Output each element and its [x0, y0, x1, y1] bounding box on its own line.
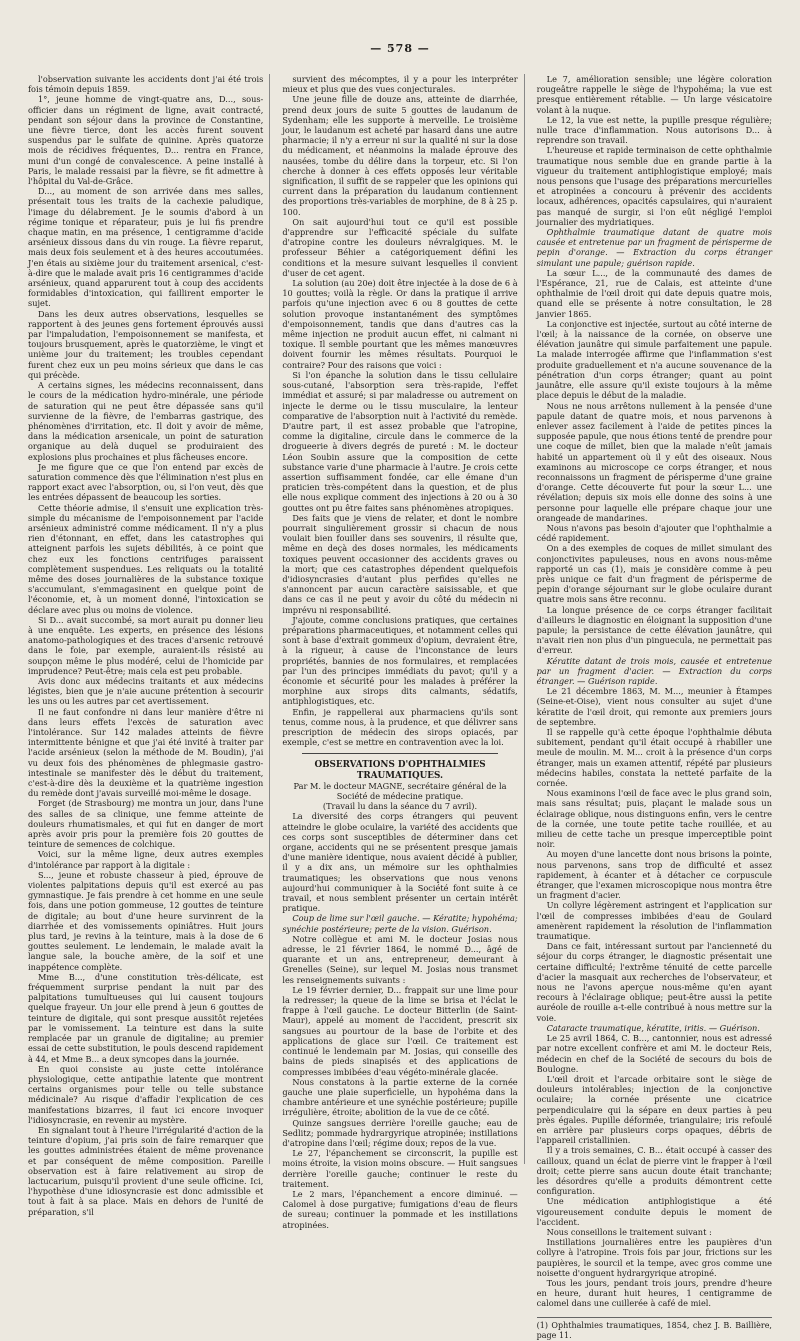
paragraph: En quoi consiste au juste cette intolérance physiologique, cette antipathie latente que montrent certains organismes pour telle ou telle substance médicinale? Au risque d'affadir l'explication de ces manifestations bizarres, il faut ici encore invoquer l'idiosyncrasie, en revenir au mystère.: [28, 1063, 264, 1125]
paragraph: Nous n'avons pas besoin d'ajouter que l'ophthalmie a cédé rapidement.: [536, 522, 772, 544]
paragraph: S..., jeune et robuste chasseur à pied, éprouve de violentes palpitations depuis qu'il est exercé au pas gymnastique. Je fais prendre à cet homme en une seule fois, dans une potion gommeuse, 12 gouttes de teinture de digitale; au bout d'une heure survinrent de la diarrhée et des vomissements opiniâtres. Huit jours plus tard, je revins à la teinture, mais à la dose de 6 gouttes seulement. Le lendemain, le malade avait la langue sale, la bouche amère, de la soif et une inappétence complète.: [28, 869, 264, 972]
paragraph: Instillations journalières entre les paupières d'un collyre à l'atropine. Trois fois par jour, frictions sur les paupières, le sourcil et la tempe, avec gros comme une noisette d'onguent hydrargyrique atropiné.: [536, 1237, 772, 1278]
paragraph: La conjonctive est injectée, surtout au côté interne de l'œil; à la naissance de la cornée, on observe une élévation jaunâtre qui simule parfaitement une papule. La malade interrogée affirme que l'inflammation s'est produite graduellement et n'a aucune souvenance de la pénétration d'un corps étranger; quant au point jaunâtre, elle assure qu'il existe toujours à la même place depuis le début de la maladie.: [536, 318, 772, 401]
article-note: (Travail lu dans la séance du 7 avril).: [322, 801, 478, 812]
paragraph: Mme B..., d'une constitution très-délicate, est fréquemment surprise pendant la nuit par des palpitations tumultueuses qui lui causent toujours quelque frayeur. Un jour elle prend à jeun 6 gouttes de teinture de digitale, qui sont presque aussitôt rejetées par le vomissement. La teinture est dans la suite remplacée par un granule de digitaline; au premier essai de cette substitution, le pouls descend rapidement à 44, et Mme B... a deux syncopes dans la journée.: [28, 971, 264, 1064]
paragraph: Des faits que je viens de relater, et dont le nombre pourrait singulièrement grossir si chacun de nous voulait bien fouiller dans ses souvenirs, il résulte que, même en deçà des doses normales, les médicaments toxiques peuvent occasionner des accidents graves ou la mort; que ces catastrophes dépendent quelquefois d'idiosyncrasies d'autant plus perfides qu'elles ne s'annoncent par aucun caractère saisissable, et que dans ce cas il ne peut y avoir du côté du médecin ni imprévu ni responsabilité.: [282, 512, 518, 615]
paragraph: Le 7, amélioration sensible; une légère coloration rougeâtre rappelle le siège de l'hypohéma; la vue est presque entièrement rétablie. — Un large vésicatoire volant à la nuque.: [536, 74, 772, 115]
paragraph: Avis donc aux médecins traitants et aux médecins légistes, bien que je n'aie aucune prétention à secourir les uns ou les autres par cet avertissement.: [28, 675, 264, 707]
paragraph: D..., au moment de son arrivée dans mes salles, présentait tous les traits de la cachexie paludique, l'image du délabrement. Je le soumis d'abord à un régime tonique et réparateur, puis je lui fis prendre chaque matin, en ma présence, 1 centigramme d'acide arsénieux dissous dans du vin rouge. La fièvre reparut, mais deux fois seulement et à des heures accoutumées. J'en étais au sixième jour du traitement arsenical, c'est-à-dire que le malade avait pris 16 centigrammes d'acide arsénieux, quand apparurent tout à coup des accidents formidables d'intoxication, qui faillirent emporter le sujet.: [28, 186, 264, 309]
paragraph: A certains signes, les médecins reconnaissent, dans le cours de la médication hydro-minérale, une période de saturation qui ne peut être dépassée sans qu'il survienne de la fièvre, de l'embarras gastrique, des phénomènes d'irritation, etc. Il doit y avoir de même, dans la médication arsenicale, un point de saturation organique au delà duquel se produiraient des explosions plus prochaines et plus fâcheuses encore.: [28, 380, 264, 462]
paragraph: 1°, jeune homme de vingt-quatre ans, D..., sous-officier dans un régiment de ligne, avait contracté, pendant son séjour dans la province de Constantine, une fièvre tierce, dont les accès furent souvent suspendus par le sulfate de quinine. Après quatorze mois de récidives fréquentes, D... rentra en France, muni d'un congé de convalescence. A peine installé à Paris, le malade ressaisi par la fièvre, se fit admettre à l'hôpital du Val-de-Grâce.: [28, 94, 264, 187]
column-middle: [276, 74, 524, 1230]
paragraph: Nous ne nous arrêtons nullement à la pensée d'une papule datant de quatre mois, et nous parvenons à enlever assez facilement à l'aide de petites pinces la supposée papule, que nous étions tenté de prendre pour une coque de millet, bien que la malade n'eût jamais habité un appartement où il y eût des oiseaux. Nous examinons au microscope ce corps étranger, et nous reconnaissons un fragment de périsperme d'une graine d'orange. Cette découverte fut pour la sœur L... une révélation; depuis six mois elle donne des soins à une personne pour laquelle elle prépare chaque jour une orangeade de mandarines.: [536, 400, 772, 523]
paragraph: La solution (au 20e) doit être injectée à la dose de 6 à 10 gouttes; voilà la règle. Or dans la pratique il arrive parfois qu'une injection avec 6 ou 8 gouttes de cette solution provoque instantanément des symptômes d'empoisonnement, tandis que dans d'autres cas la même injection ne produit aucun effet, ni calmant ni toxique. Il semble pourtant que les mêmes manœuvres doivent fournir les mêmes résultats. Pourquoi le contraire? Pour des raisons que voici :: [282, 278, 518, 370]
paragraph: La longue présence de ce corps étranger facilitait d'ailleurs le diagnostic en éloignant la supposition d'une papule; la persistance de cette élévation jaunâtre, qui n'avait rien non plus d'un pinguecula, ne permettait pas d'erreur.: [536, 604, 772, 656]
paragraph: l'observation suivante les accidents dont j'ai été trois fois témoin depuis 1859.: [28, 74, 264, 95]
section-divider: [302, 753, 497, 754]
paragraph: Le 21 décembre 1863, M. M..., meunier à Étampes (Seine-et-Oise), vient nous consulter au sujet d'une kératite de l'œil droit, qui remonte aux premiers jours de septembre.: [536, 686, 772, 727]
paragraph: Un collyre légèrement astringent et l'application sur l'œil de compresses imbibées d'eau de Goulard amenèrent rapidement la résolution de l'inflammation traumatique.: [536, 900, 772, 942]
paragraph: Nous constatons à la partie externe de la cornée gauche une plaie superficielle, un hypohéma dans la chambre antérieure et une synéchie postérieure; pupille irrégulière, étroite; abolition de la vue de ce côté.: [282, 1076, 518, 1118]
paragraph: Une médication antiphlogistique a été vigoureusement conduite depuis le moment de l'accident.: [536, 1196, 772, 1227]
paragraph: La sœur L..., de la communauté des dames de l'Espérance, 21, rue de Calais, est atteinte d'une ophthalmie de l'œil droit qui date depuis quatre mois, quand elle se présente à notre consultation, le 28 janvier 1865.: [536, 267, 772, 319]
paragraph: Je me figure que ce que l'on entend par excès de saturation commence dès que l'élimination n'est plus en rapport exact avec l'absorption, ou, si l'on veut, dès que les entrées dépassent de beaucoup les sorties.: [28, 461, 264, 503]
paragraph: Dans les deux autres observations, lesquelles se rapportent à des jeunes gens fortement éprouvés aussi par l'impaludation, l'empoisonnement se manifesta, et toujours brusquement, après le quatorzième, le vingt et unième jour du traitement; les troubles cependant furent chez eux un peu moins sérieux que dans le cas qui précède.: [28, 308, 264, 380]
paragraph: Il se rappelle qu'à cette époque l'ophthalmie débuta subitement, pendant qu'il était occupé à rhabiller une meule de moulin. M. M... croit à la présence d'un corps étranger, mais un examen attentif, répété par plusieurs médecins habiles, constata la netteté parfaite de la cornée.: [536, 727, 772, 789]
paragraph: En signalant tout à l'heure l'irrégularité d'action de la teinture d'opium, j'ai pris soin de faire remarquer que les gouttes administrées étaient de même provenance et par conséquent de même composition. Pareille observation est à faire relativement au sirop de lactucarium, puisqu'il provient d'une seule officine. Ici, l'hypothèse d'une idiosyncrasie est donc admissible et tout à fait à sa place. Mais en dehors de l'unité de préparation, s'il: [28, 1124, 264, 1217]
paragraph: L'œil droit et l'arcade orbitaire sont le siège de douleurs intolérables; injection de la conjonctive oculaire; la cornée présente une cicatrice perpendiculaire qui la sépare en deux parties à peu près égales. Pupille déformée, triangulaire; iris refoulé en arrière par plusieurs corps opaques, débris de l'appareil cristallinien.: [536, 1073, 772, 1146]
paragraph: survient des mécomptes, il y a pour les interpréter mieux et plus que des vues conjecturales.: [282, 74, 518, 95]
paragraph: Au moyen d'une lancette dont nous brisons la pointe, nous parvenons, sans trop de difficulté et assez rapidement, à écanter et à détacher ce corpuscule étranger, que l'examen microscopique nous montra être un fragment d'acier.: [536, 849, 772, 901]
paragraph: Nous conseillons le traitement suivant :: [546, 1226, 712, 1237]
paragraph: Enfin, je rappellerai aux pharmaciens qu'ils sont tenus, comme nous, à la prudence, et que délivrer sans prescription de médecin des sirops opiacés, par exemple, c'est se mettre en contravention avec la loi.: [282, 706, 518, 748]
case-heading: Coup de lime sur l'œil gauche. — Kératite; hypohéma; synéchie postérieure; perte de la vision. Guérison.: [282, 913, 518, 934]
paragraph: Tous les jours, pendant trois jours, prendre d'heure en heure, durant huit heures, 1 centigramme de calomel dans une cuillerée à café de miel.: [536, 1277, 772, 1309]
paragraph: Notre collègue et ami M. le docteur Josias nous adresse, le 21 février 1864, le nommé D..., âgé de quarante et un ans, entrepreneur, demeurant à Grenelles (Seine), sur lequel M. Josias nous transmet les renseignements suivants :: [282, 933, 518, 985]
article-title: OBSERVATIONS D'OPHTHALMIES TRAUMATIQUES.: [314, 760, 486, 781]
paragraph: Cette théorie admise, il s'ensuit une explication très-simple du mécanisme de l'empoisonnement par l'acide arsénieux administré comme médicament. Il n'y a plus rien d'étonnant, en effet, dans les catastrophes qui atteignent parfois les sujets débilités, à ce point que chez eux les fonctions centrifuges paraissent complètement suspendues. Les reliquats ou la totalité même des doses journalières de la substance toxique s'accumulant, s'emmagasinent en quelque point de l'économie, et, à un moment donné, l'intoxication se déclare avec plus ou moins de violence.: [28, 502, 264, 615]
paragraph: J'ajoute, comme conclusions pratiques, que certaines préparations pharmaceutiques, et notamment celles qui sont à base d'extrait gommeux d'opium, devraient être, à la rigueur, à cause de l'inconstance de leurs propriétés, bannies de nos formulaires, et remplacées par l'un des principes immédiats du pavot; qu'il y a économie et sécurité pour les malades à préférer la morphine aux sirops dits calmants, sédatifs, antiphlogistiques, etc.: [282, 614, 518, 707]
column-left: [22, 74, 270, 1217]
paragraph: Le 25 avril 1864, C. B..., cantonnier, nous est adressé par notre excellent confrère et ami M. le docteur Reis, médecin en chef de la Société de secours du bois de Boulogne.: [536, 1033, 772, 1074]
paragraph: Si D... avait succombé, sa mort aurait pu donner lieu à une enquête. Les experts, en présence des lésions anatomo-pathologiques et des traces d'arsenic retrouvé dans le foie, par exemple, auraient-ils résisté au soupçon même le plus modéré, celui de l'homicide par imprudence? Peut-être; mais cela est peu probable.: [28, 614, 264, 676]
paragraph: Le 19 février dernier, D... frappait sur une lime pour la redresser; la queue de la lime se brisa et l'éclat le frappe à l'œil gauche. Le docteur Bitterlin (de Saint-Maur), appelé au moment de l'accident, prescrit six sangsues au pourtour de la base de l'orbite et des applications de glace sur l'œil. Ce traitement est continué le lendemain par M. Josias, qui conseille des bains de pieds sinapisés et des applications de compresses imbibées d'eau végéto-minérale glacée.: [282, 984, 518, 1077]
paragraph: On a des exemples de coques de millet simulant des conjonctivites papuleuses, nous en avons nous-même rapporté un cas (1), mais je considère comme à peu près unique ce fait d'un fragment de périsperme de pepin d'orange séjournant sur le globe oculaire durant quatre mois sans être reconnu.: [536, 543, 772, 605]
paragraph: Quinze sangsues derrière l'oreille gauche; eau de Sedlitz; pommade hydrargyrique atropinée; instillations d'atropine dans l'œil; régime doux; repos de la vue.: [282, 1117, 518, 1148]
paragraph: Il ne faut confondre ni dans leur manière d'être ni dans leurs effets l'excès de saturation avec l'intolérance. Sur 142 malades atteints de fièvre intermittente bénigne et que j'ai été invité à traiter par l'acide arsénieux (selon la méthode de M. Boudin), j'ai vu deux fois des phénomènes de phlegmasie gastro-intestinale se manifester dès le début du traitement, c'est-à-dire dès la deuxième et la quatrième ingestion du remède dont j'avais surveillé moi-même le dosage.: [28, 706, 264, 799]
paragraph: Dans ce fait, intéressant surtout par l'ancienneté du séjour du corps étranger, le diagnostic présentait une certaine difficulté; l'extrême ténuité de cette parcelle d'acier la masquait aux recherches de l'observateur, et nous ne l'avons aperçue nous-même qu'en ayant recours à l'éclairage oblique; peut-être aussi la petite auréole de rouille a-t-elle contribué à nous mettre sur la voie.: [536, 941, 772, 1023]
paragraph: Une jeune fille de douze ans, atteinte de diarrhée, prend deux jours de suite 5 gouttes de laudanum de Sydenham; elle les supporte à merveille. Le troisième jour, le laudanum est acheté par hasard dans une autre pharmacie; il n'y a erreur ni sur la qualité ni sur la dose du médicament, et néanmoins la malade éprouve des nausées, tombe du délire dans la torpeur, etc. Si l'on cherche à donner à ces effets opposés leur véritable signification, il suffit de se rappeler que les opinions qui current dans la préparation du laudanum contiennent des proportions très-variables de morphine, de 8 à 25 p. 100.: [282, 94, 518, 217]
paragraph: L'heureuse et rapide terminaison de cette ophthalmie traumatique nous semble due en grande partie à la vigueur du traitement antiphlogistique employé; mais nous pensons que l'usage des préparations mercurielles et atropinées a concouru à prévenir des accidents locaux, adhérences, opacités capsulaires, qui n'auraient pas manqué de surgir, si l'on eût négligé l'emploi journalier des mydriatiques.: [536, 145, 772, 227]
paragraph: Voici, sur la même ligne, deux autres exemples d'intolérance par rapport à la digitale :: [28, 849, 264, 870]
column-right: [531, 74, 778, 1340]
paragraph: Il y a trois semaines, C. B... était occupé à casser des cailloux, quand un éclat de pierre vint le frapper à l'œil droit; cette pierre sans aucun doute était tranchante; les désordres qu'elle a produits démontrent cette configuration.: [536, 1145, 772, 1197]
case-heading: Ophthalmie traumatique datant de quatre mois causée et entretenue par un fragment de périsperme de pepin d'orange. — Extraction du corps étranger simulant une papule; guérison rapide.: [536, 227, 772, 268]
paragraph: Si l'on épanche la solution dans le tissu cellulaire sous-cutané, l'absorption sera très-rapide, l'effet immédiat et assuré; si par maladresse ou autrement on injecte le derme ou le tissu musculaire, la lenteur comparative de l'absorption nuit à l'activité du remède. D'autre part, il est assez probable que l'atropine, comme la digitaline, circule dans le commerce de la drogueerie à divers degrés de pureté : M. le docteur Léon Soubin assure que la composition de cette substance varie d'une pharmacie à l'autre. Je crois cette assertion suffisamment fondée, car elle émane d'un praticien très-compétent dans la question, et de plus elle nous explique comment des injections à 20 ou à 30 gouttes ont pu être faites sans phénomènes atropiques.: [282, 369, 518, 513]
paragraph: Le 2 mars, l'épanchement a encore diminué. — Calomel à dose purgative; fumigations d'eau de fleurs de sureau; continuer la pommade et les instillations atropinées.: [282, 1188, 518, 1230]
paragraph: Le 12, la vue est nette, la pupille presque régulière; nulle trace d'inflammation. Nous autorisons D... à reprendre son travail.: [536, 114, 772, 146]
paragraph: On sait aujourd'hui tout ce qu'il est possible d'apprendre sur l'efficacité spéciale du sulfate d'atropine contre les douleurs névralgiques. M. le professeur Béhier a catégoriquement défini les conditions et la mesure suivant lesquelles il convient d'user de cet agent.: [282, 216, 518, 278]
paragraph: Le 27, l'épanchement se circonscrit, la pupille est moins étroite, la vision moins obscure. — Huit sangsues derrière l'oreille gauche; continuer le reste du traitement.: [282, 1148, 518, 1189]
paragraph: La diversité des corps étrangers qui peuvent atteindre le globe oculaire, la variété des accidents que ces corps sont susceptibles de déterminer dans cet organe, accidents qui ne se présentent presque jamais d'une manière identique, nous avaient décidé à publier, il y a dix ans, un mémoire sur les ophthalmies traumatiques; les observations que nous venons aujourd'hui communiquer à la Société font suite à ce travail, et nous semblent présenter un certain intérêt pratique.: [282, 811, 518, 914]
text-columns: [22, 74, 778, 1340]
article-author: Par M. le docteur MAGNE, secrétaire général de la Société de médecine pratique.: [293, 780, 507, 802]
paragraph: Nous examinons l'œil de face avec le plus grand soin, mais sans résultat; puis, plaçant le malade sous un éclairage oblique, nous distinguons enfin, vers le centre de la cornée, une toute petite tache rouillée, et au milieu de cette tache un presque imperceptible point noir.: [536, 788, 772, 850]
footnote: (1) Ophthalmies traumatiques, 1854, chez J. B. Baillière, page 11.: [537, 1317, 772, 1341]
case-heading: Kératite datant de trois mois, causée et entretenue par un fragment d'acier. — Extraction du corps étranger. — Guérison rapide.: [536, 655, 772, 686]
case-heading: Cataracte traumatique, kératite, iritis. — Guérison.: [546, 1022, 760, 1033]
paragraph: Forget (de Strasbourg) me montra un jour, dans l'une des salles de sa clinique, une femme atteinte de douleurs rhumatismales, et qui fut en danger de mort après avoir pris pour la première fois 20 gouttes de teinture de semences de colchique.: [28, 798, 264, 850]
page-number: — 578 —: [370, 42, 430, 55]
